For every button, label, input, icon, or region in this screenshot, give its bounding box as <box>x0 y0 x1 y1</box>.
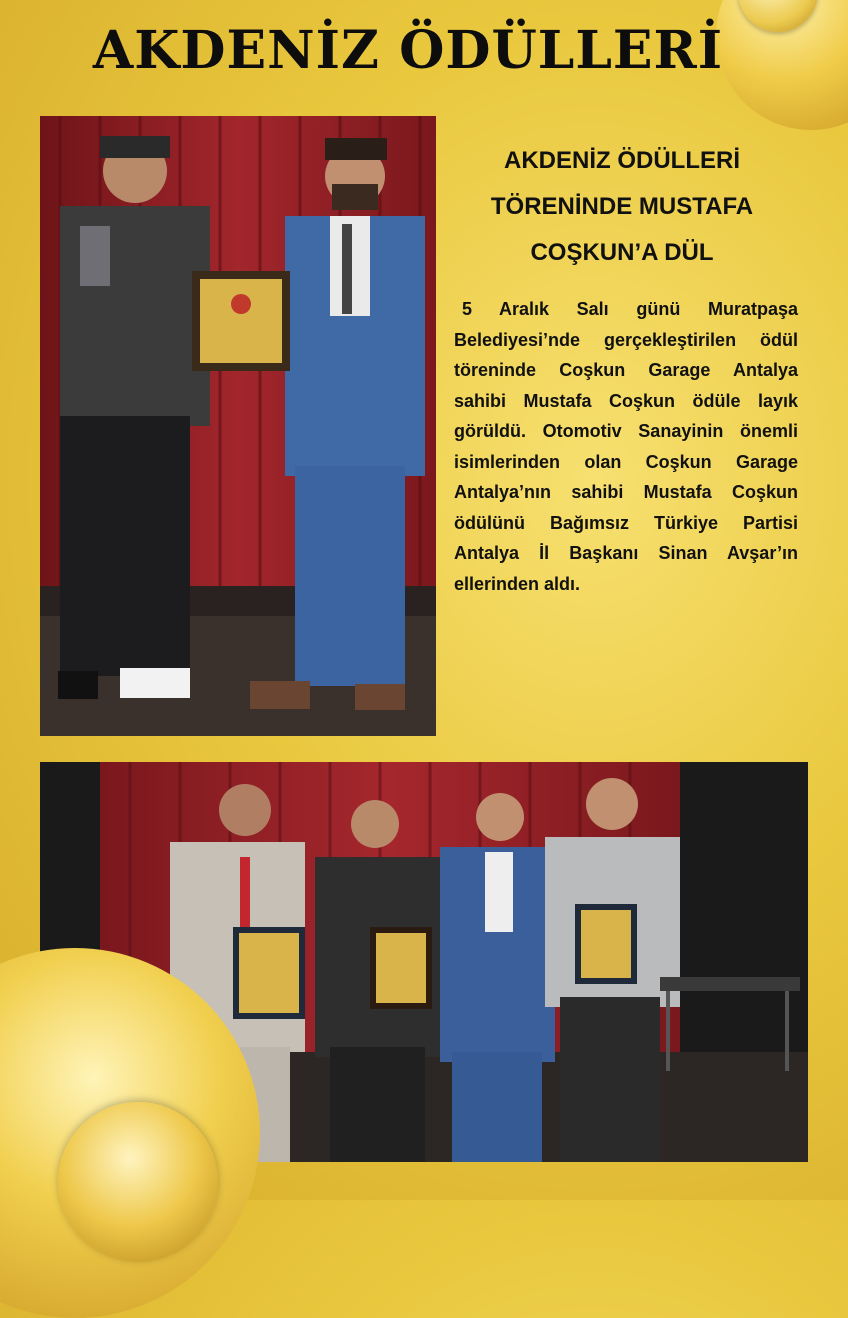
page-title: AKDENİZ ÖDÜLLERİ <box>92 20 724 81</box>
article-headline: AKDENİZ ÖDÜLLERİ TÖRENİNDE MUSTAFA COŞKUN’A DÜL <box>490 147 754 266</box>
article-body: 5 Aralık Salı günü Muratpaşa Belediyesi’nde gerçekleştirilen ödül töreninde Coşkun Garage Antalya sahibi Mustafa Coşkun ödüle layık görüldü. Otomotiv Sanayinin önemli isimlerinden olan Coşkun Garage Antalya’nın sahibi Mustafa Coşkun ödülünü Bağımsız Türkiye Partisi Antalya İl Başkanı Sinan Avşar’ın ellerinden aldı. <box>454 299 798 594</box>
gold-circle-decoration-bottom-left-small <box>58 1102 218 1262</box>
award-ceremony-photo-handover <box>40 116 436 736</box>
